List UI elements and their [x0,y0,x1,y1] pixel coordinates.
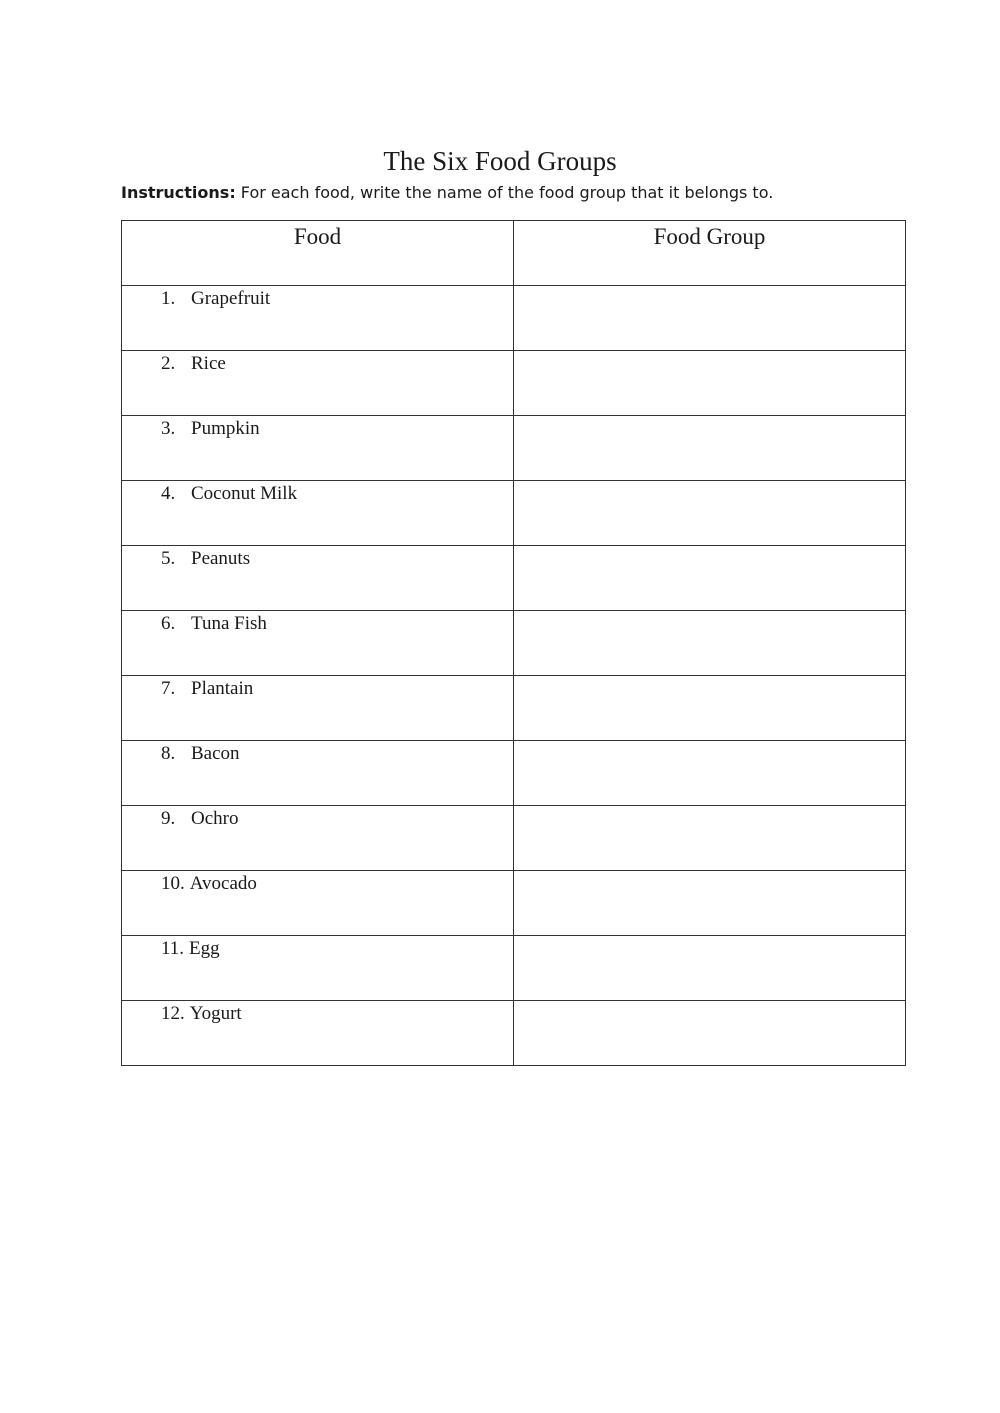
food-cell [122,936,514,1001]
food-cell [122,806,514,871]
food-name: Grapefruit [191,288,271,309]
food-name: Pumpkin [191,418,260,439]
item-number: 2. [161,353,176,374]
food-group-answer-cell[interactable] [514,1001,906,1066]
table-row [122,351,906,416]
item-number: 6. [161,613,176,634]
food-cell [122,286,514,351]
food-name: Coconut Milk [191,483,298,504]
food-cell [122,741,514,806]
table-row [122,611,906,676]
food-group-table [121,220,906,1066]
table-header-row [122,221,906,286]
instructions [121,181,773,205]
item-number: 3. [161,418,176,439]
table-row [122,741,906,806]
food-group-answer-cell[interactable] [514,481,906,546]
food-cell [122,1001,514,1066]
item-number: 8. [161,743,176,764]
item-number: 1. [161,288,176,309]
item-number: 4. [161,483,176,504]
food-group-answer-cell[interactable] [514,351,906,416]
food-name: Ochro [191,808,239,829]
item-number: 11. [161,938,185,959]
food-cell [122,676,514,741]
table-row [122,546,906,611]
food-group-answer-cell[interactable] [514,871,906,936]
food-name: Rice [191,353,226,374]
item-number: 5. [161,548,176,569]
food-group-answer-cell[interactable] [514,286,906,351]
table-row [122,676,906,741]
table-row [122,871,906,936]
item-number: 12. [161,1003,185,1024]
food-group-answer-cell[interactable] [514,741,906,806]
food-name: Egg [189,938,220,959]
food-name: Peanuts [191,548,251,569]
food-name: Bacon [191,743,240,764]
food-cell [122,611,514,676]
instructions-text: For each food, write the name of the food group that it belongs to. [235,183,774,202]
food-name: Yogurt [189,1003,242,1024]
food-cell [122,416,514,481]
food-name: Plantain [191,678,254,699]
column-header-food-group: Food Group [514,221,906,286]
food-group-answer-cell[interactable] [514,611,906,676]
food-cell [122,871,514,936]
item-number: 10. [161,873,185,894]
table-row [122,481,906,546]
food-cell [122,546,514,611]
item-number: 9. [161,808,176,829]
food-group-answer-cell[interactable] [514,546,906,611]
food-name: Avocado [189,873,257,894]
food-cell [122,481,514,546]
column-header-food: Food [122,221,514,286]
table-row [122,806,906,871]
page-title: The Six Food Groups [383,146,617,176]
food-name: Tuna Fish [191,613,267,634]
food-group-answer-cell[interactable] [514,676,906,741]
table-row [122,1001,906,1066]
table-row [122,286,906,351]
instructions-label: Instructions: [121,183,236,202]
table-row [122,936,906,1001]
food-group-answer-cell[interactable] [514,936,906,1001]
food-group-answer-cell[interactable] [514,806,906,871]
table-row [122,416,906,481]
item-number: 7. [161,678,176,699]
food-cell [122,351,514,416]
food-group-answer-cell[interactable] [514,416,906,481]
